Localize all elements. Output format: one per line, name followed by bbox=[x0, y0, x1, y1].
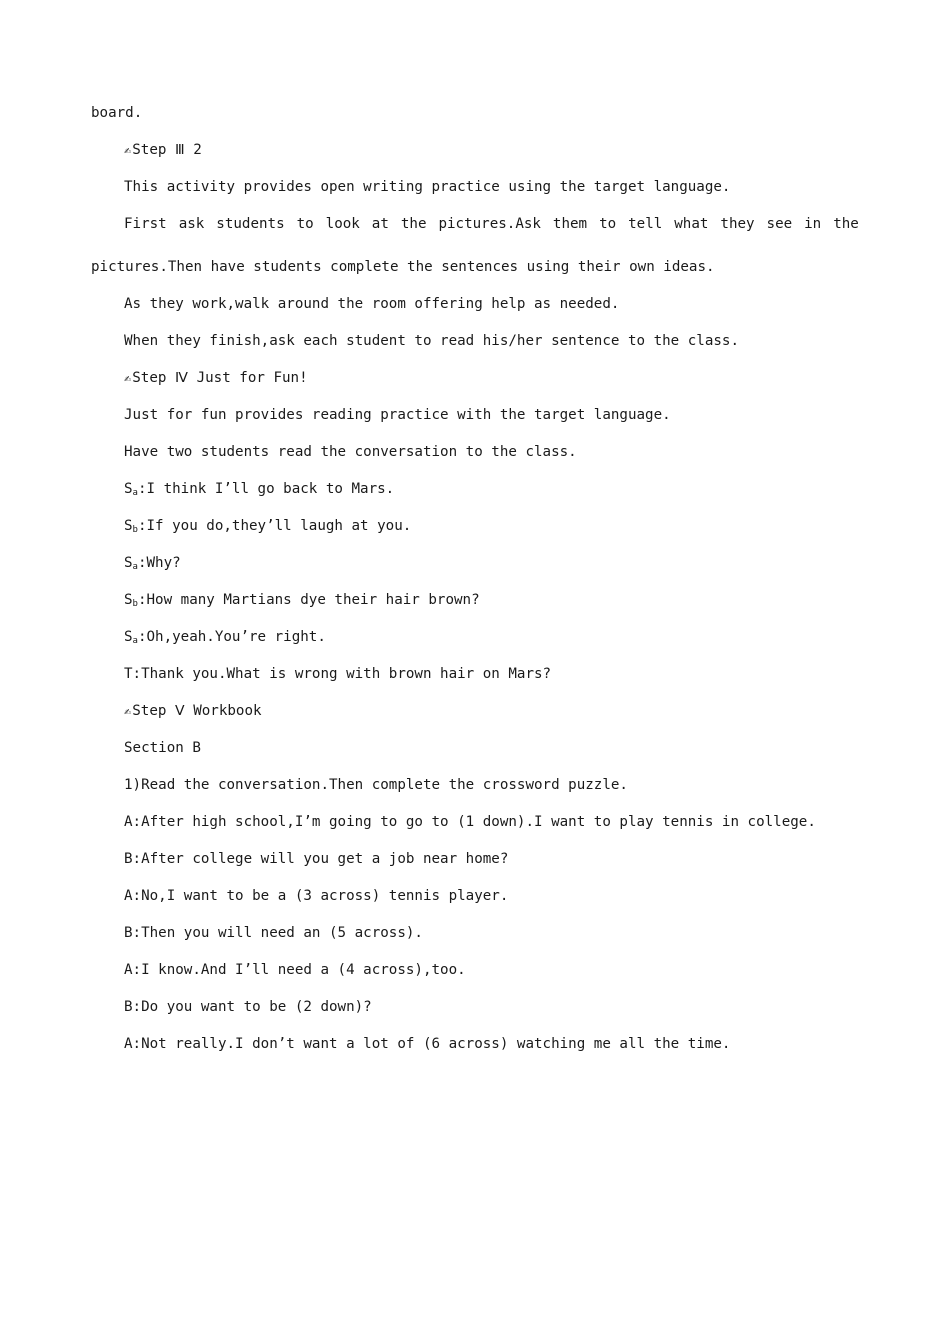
dialogue-line: T:Thank you.What is wrong with brown hair on Mars? bbox=[124, 666, 552, 682]
justified-word: to bbox=[296, 216, 314, 232]
speaker: S bbox=[124, 629, 133, 645]
dialogue-line: A:Not really.I don’t want a lot of (6 across) watching me all the time. bbox=[124, 1036, 731, 1052]
justified-word: pictures.Ask bbox=[438, 216, 541, 232]
justified-word: what bbox=[674, 216, 709, 232]
justified-word: ask bbox=[178, 216, 205, 232]
step-heading-text: Step Ⅳ Just for Fun! bbox=[132, 370, 308, 386]
paragraph-line: 1)Read the conversation.Then complete the crossword puzzle. bbox=[124, 777, 628, 793]
step-heading-text: Step Ⅴ Workbook bbox=[132, 703, 262, 719]
justified-word: in bbox=[804, 216, 822, 232]
section-heading: Section B bbox=[124, 740, 201, 756]
dialogue-line: B:After college will you get a job near home? bbox=[124, 851, 509, 867]
speaker-subscript: a bbox=[132, 636, 138, 646]
dialogue-text: :How many Martians dye their hair brown? bbox=[137, 592, 480, 608]
step-heading bbox=[124, 369, 308, 387]
justified-word: at bbox=[371, 216, 389, 232]
step-heading bbox=[124, 141, 202, 159]
justified-line bbox=[124, 215, 859, 233]
speaker: S bbox=[124, 592, 133, 608]
paragraph-line: Just for fun provides reading practice with the target language. bbox=[124, 407, 671, 423]
speaker-subscript: b bbox=[132, 599, 138, 609]
paragraph-line: pictures.Then have students complete the sentences using their own ideas. bbox=[91, 259, 715, 275]
dialogue-line bbox=[124, 517, 411, 535]
dialogue-line: B:Then you will need an (5 across). bbox=[124, 925, 423, 941]
paragraph-line: When they finish,ask each student to read his/her sentence to the class. bbox=[124, 333, 739, 349]
writing-hand-icon: ✍ bbox=[124, 704, 132, 718]
dialogue-text: :Oh,yeah.You’re right. bbox=[137, 629, 326, 645]
dialogue-line bbox=[124, 554, 181, 572]
dialogue-line bbox=[124, 480, 394, 498]
dialogue-text: :If you do,they’ll laugh at you. bbox=[137, 518, 412, 534]
justified-word: the bbox=[400, 216, 427, 232]
speaker: S bbox=[124, 481, 133, 497]
step-heading-text: Step Ⅲ 2 bbox=[132, 142, 202, 158]
justified-word: First bbox=[124, 216, 167, 232]
justified-word: tell bbox=[628, 216, 663, 232]
dialogue-line: A:After high school,I’m going to go to (1 down).I want to play tennis in college. bbox=[124, 814, 816, 830]
paragraph-line: Have two students read the conversation to the class. bbox=[124, 444, 577, 460]
speaker-subscript: b bbox=[132, 525, 138, 535]
dialogue-line: A:No,I want to be a (3 across) tennis player. bbox=[124, 888, 509, 904]
dialogue-text: :I think I’ll go back to Mars. bbox=[137, 481, 395, 497]
writing-hand-icon: ✍ bbox=[124, 143, 132, 157]
dialogue-line bbox=[124, 591, 480, 609]
justified-word: them bbox=[552, 216, 588, 232]
dialogue-line: A:I know.And I’ll need a (4 across),too. bbox=[124, 962, 466, 978]
justified-word: to bbox=[599, 216, 617, 232]
speaker-subscript: a bbox=[132, 562, 138, 572]
justified-word: look bbox=[325, 216, 360, 232]
paragraph-line: board. bbox=[91, 105, 143, 121]
speaker: S bbox=[124, 518, 133, 534]
speaker-subscript: a bbox=[132, 488, 138, 498]
justified-word: see bbox=[766, 216, 793, 232]
justified-word: the bbox=[833, 216, 859, 232]
dialogue-text: :Why? bbox=[137, 555, 181, 571]
writing-hand-icon: ✍ bbox=[124, 371, 132, 385]
justified-word: students bbox=[216, 216, 285, 232]
justified-word: they bbox=[720, 216, 755, 232]
dialogue-line bbox=[124, 628, 326, 646]
step-heading bbox=[124, 702, 262, 720]
paragraph-line: This activity provides open writing practice using the target language. bbox=[124, 179, 731, 195]
dialogue-line: B:Do you want to be (2 down)? bbox=[124, 999, 372, 1015]
paragraph-line: As they work,walk around the room offering help as needed. bbox=[124, 296, 620, 312]
speaker: S bbox=[124, 555, 133, 571]
